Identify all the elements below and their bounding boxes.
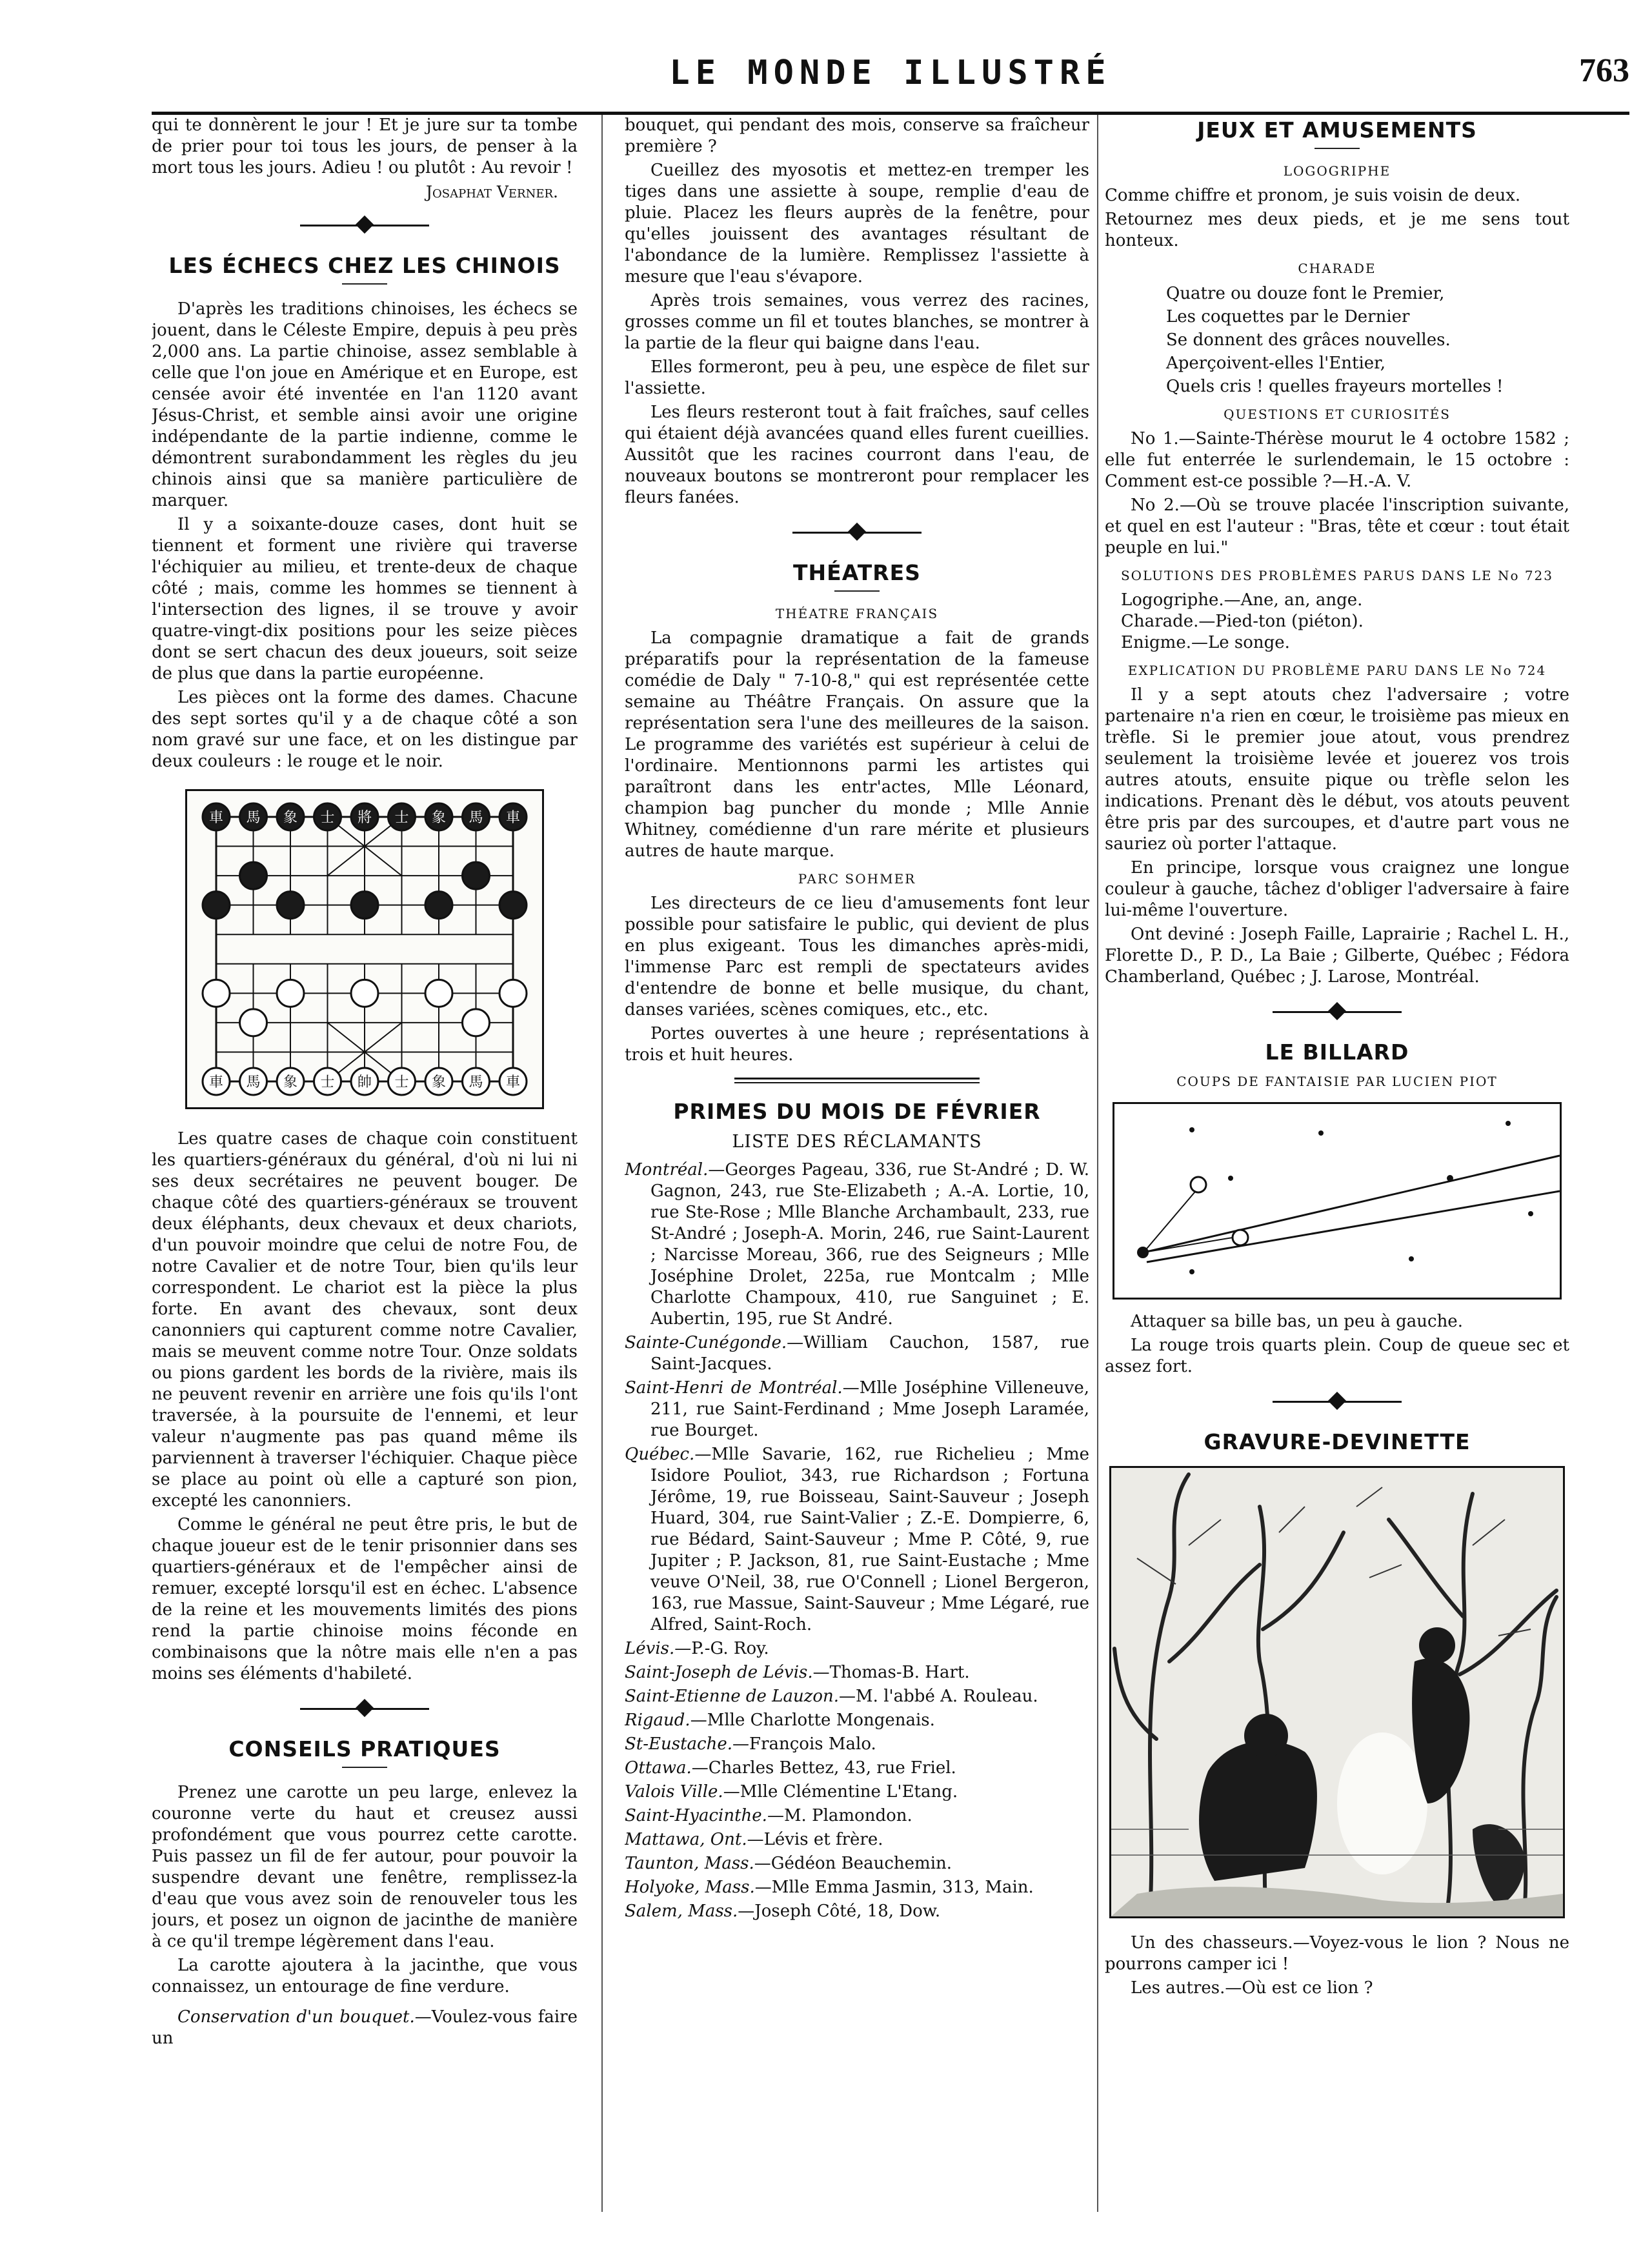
svg-text:士: 士 bbox=[320, 810, 335, 826]
claimant-names: —Thomas-B. Hart. bbox=[812, 1663, 970, 1682]
claimant-entry bbox=[625, 1662, 1089, 1683]
page-number: 763 bbox=[1579, 52, 1629, 89]
caption: Un des chasseurs.—Voyez-vous le lion ? Nous ne pourrons camper ici ! bbox=[1105, 1933, 1569, 1974]
section-ornament bbox=[1105, 1001, 1569, 1025]
claimant-entry bbox=[625, 1853, 1089, 1874]
article-title: LE BILLARD bbox=[1265, 1039, 1409, 1065]
paragraph: No 1.—Sainte-Thérèse mourut le 4 octobre 1582 ; elle fut enterrée le surlendemain, le 15 octobre : Comment est-ce possible ?—H.-A. V. bbox=[1105, 429, 1569, 491]
verse-line: Se donnent des grâces nouvelles. bbox=[1166, 330, 1451, 350]
paragraph: Les directeurs de ce lieu d'amusements font leur possible pour satisfaire le public, qui devient de plus en plus exigeant. Tous les dimanches après-midi, l'immense Parc est rempli de spectateurs avides d'entendre de bonne et belle musique, du chant, danses variées, scènes comiques, etc., etc. bbox=[625, 894, 1089, 1019]
claimant-place: Ottawa. bbox=[625, 1758, 692, 1778]
claimants-list bbox=[625, 1160, 1089, 1922]
title-rule bbox=[1315, 148, 1360, 149]
page-header bbox=[152, 35, 1629, 94]
claimant-place: Holyoke, Mass. bbox=[625, 1878, 755, 1897]
section-subtitle: LISTE DES RÉCLAMANTS bbox=[732, 1132, 982, 1152]
section-ornament bbox=[625, 521, 1089, 546]
section-subtitle: CHARADE bbox=[1298, 261, 1376, 276]
solution-line: Enigme.—Le songe. bbox=[1121, 633, 1290, 652]
verse-line: Comme chiffre et pronom, je suis voisin de deux. bbox=[1105, 186, 1521, 205]
paragraph: Il y a soixante-douze cases, dont huit se tiennent et forment une rivière qui traverse l'échiquier au milieu, et trente-deux de chaque côté ; mais, comme les hommes se tiennent à l'intersection des lignes, il se trouve y avoir quatre-vingt-dix positions pour les seize pièces dont se sert chacun des deux joueurs, soit seize de plus que dans la partie européenne. bbox=[152, 515, 578, 683]
claimant-place: Montréal. bbox=[625, 1160, 709, 1180]
claimant-place: Saint-Henri de Montréal. bbox=[625, 1378, 843, 1398]
claimant-entry bbox=[625, 1444, 1089, 1636]
chess-piece bbox=[351, 803, 378, 830]
paragraph: Les quatre cases de chaque coin constituent les quartiers-généraux du général, d'où ni lui ni ses deux secrétaires ne peuvent bouger. De chaque côté des quartiers-généraux se trouvent deux éléphants, deux chevaux et deux chariots, d'un pouvoir moindre que celui de notre Fou, de notre Cavalier et de notre Tour, bien qu'ils leur correspondent. Le chariot est la pièce la plus forte. En avant des chevaux, sont deux canonniers qui capturent comme notre Cavalier, mais se meuvent comme notre Tour. Onze soldats ou pions gardent les bords de la rivière, mais ils ne peuvent revenir en arrière une fois qu'ils l'ont traversée, à la poursuite de l'ennemi, et leur valeur n'augmente pas pas quand même ils parviennent à traverser l'échiquier. Chaque pièce se place au point où elle a capturé son pion, excepté les canonniers. bbox=[152, 1129, 578, 1511]
claimant-place: Taunton, Mass. bbox=[625, 1854, 754, 1873]
svg-text:車: 車 bbox=[208, 1074, 224, 1090]
paragraph: bouquet, qui pendant des mois, conserve sa fraîcheur première ? bbox=[625, 115, 1089, 156]
claimant-names: —Mlle Charlotte Mongenais. bbox=[690, 1711, 935, 1730]
signature: Josaphat Verner. bbox=[425, 183, 558, 201]
paragraph bbox=[152, 2007, 578, 2049]
paragraph: Elles formeront, peu à peu, une espèce de filet sur l'assiette. bbox=[625, 357, 1089, 398]
section-subtitle: COUPS DE FANTAISIE PAR LUCIEN PIOT bbox=[1176, 1074, 1498, 1089]
chess-piece bbox=[499, 803, 527, 830]
chess-piece bbox=[351, 979, 378, 1007]
svg-text:象: 象 bbox=[283, 810, 298, 826]
column-divider bbox=[601, 115, 603, 2212]
claimant-place: Rigaud. bbox=[625, 1711, 690, 1730]
section-subtitle: PARC SOHMER bbox=[798, 871, 916, 887]
article-title: PRIMES DU MOIS DE FÉVRIER bbox=[673, 1099, 1041, 1124]
verse-line: Quatre ou douze font le Premier, bbox=[1166, 284, 1445, 303]
claimant-names: —Mlle Clémentine L'Etang. bbox=[723, 1782, 958, 1802]
verse-line: Quels cris ! quelles frayeurs mortelles ! bbox=[1166, 377, 1504, 396]
claimant-names: —Mlle Joséphine Villeneuve, 211, rue Saint-Ferdinand ; Mme Joseph Laramée, rue Bourget. bbox=[650, 1378, 1089, 1440]
claimant-names: —P.-G. Roy. bbox=[674, 1639, 769, 1658]
chess-piece bbox=[425, 1068, 452, 1095]
chess-piece bbox=[203, 803, 230, 830]
chess-piece bbox=[240, 1009, 267, 1036]
claimant-entry bbox=[625, 1758, 1089, 1779]
claimant-entry bbox=[625, 1805, 1089, 1827]
section-subtitle: LOGOGRIPHE bbox=[1283, 163, 1391, 179]
claimant-entry bbox=[625, 1378, 1089, 1441]
chess-piece bbox=[277, 979, 304, 1007]
claimant-place: Valois Ville. bbox=[625, 1782, 723, 1802]
paragraph: Ont deviné : Joseph Faille, Laprairie ; Rachel L. H., Florette D., P. D., La Baie ; Gilberte, Québec ; Fédora Chamberland, Québec ; J. Larose, Montréal. bbox=[1105, 925, 1569, 987]
section-subtitle: EXPLICATION DU PROBLÈME PARU DANS LE No 724 bbox=[1127, 663, 1547, 678]
paragraph-text: —Voulez-vous faire un bbox=[152, 2007, 578, 2048]
chess-piece bbox=[499, 892, 527, 919]
paragraph: Les pièces ont la forme des dames. Chacune des sept sortes qu'il y a de chaque côté a son nom gravé sur une face, et on les distingue par deux couleurs : le rouge et le noir. bbox=[152, 688, 578, 771]
chess-piece bbox=[463, 803, 490, 830]
claimant-names: —Georges Pageau, 336, rue St-André ; D. W. Gagnon, 243, rue Ste-Elizabeth ; A.-A. Lortie, 10, rue Ste-Rose ; Mlle Blanche Archambault, 233, rue St-André ; Joseph-A. Morin, 246, rue Saint-Laurent ; Narcisse Moreau, 366, rue des Seigneurs ; Mlle Joséphine Drolet, 225a, rue Montcalm ; Mlle Charlotte Champoux, 410, rue Sanguinet ; E. Aubertin, 195, rue St André. bbox=[650, 1160, 1089, 1329]
verse-line: Aperçoivent-elles l'Entier, bbox=[1166, 354, 1386, 373]
paragraph: No 2.—Où se trouve placée l'inscription suivante, et quel en est l'auteur : "Bras, tête et cœur : tout était peuple en lui." bbox=[1105, 496, 1569, 557]
title-rule bbox=[342, 283, 387, 285]
claimant-place: Mattawa, Ont. bbox=[625, 1830, 747, 1849]
claimant-entry bbox=[625, 1829, 1089, 1851]
paragraph: Les fleurs resteront tout à fait fraîches, sauf celles qui étaient déjà avancées quand elles furent cueillies. Aussitôt que les racines courront dans l'eau, de nouveaux boutons se montreront pour remplacer les fleurs fanées. bbox=[625, 403, 1089, 507]
claimant-names: —M. Plamondon. bbox=[767, 1806, 912, 1825]
section-ornament bbox=[1105, 1391, 1569, 1415]
claimant-place: Salem, Mass. bbox=[625, 1902, 738, 1921]
paragraph: En principe, lorsque vous craignez une longue couleur à gauche, tâchez d'obliger l'adversaire à faire lui-même l'ouverture. bbox=[1105, 858, 1569, 920]
chess-piece bbox=[425, 979, 452, 1007]
engraving-puzzle-illustration bbox=[1109, 1466, 1565, 1918]
section-subtitle: SOLUTIONS DES PROBLÈMES PARUS DANS LE No 723 bbox=[1120, 568, 1554, 583]
paragraph-lead: Conservation d'un bouquet. bbox=[177, 2007, 415, 2027]
caption: Les autres.—Où est ce lion ? bbox=[1131, 1978, 1373, 1998]
masthead-title: LE MONDE ILLUSTRÉ bbox=[669, 54, 1112, 92]
claimant-place: St-Eustache. bbox=[625, 1734, 733, 1754]
claimant-names: —Mlle Emma Jasmin, 313, Main. bbox=[754, 1878, 1034, 1897]
svg-text:帥: 帥 bbox=[357, 1074, 372, 1090]
chess-piece bbox=[499, 979, 527, 1007]
caption: Attaquer sa bille bas, un peu à gauche. bbox=[1131, 1312, 1463, 1331]
chess-piece bbox=[203, 1068, 230, 1095]
claimant-entry bbox=[625, 1901, 1089, 1922]
title-rule bbox=[834, 590, 880, 592]
claimant-entry bbox=[625, 1332, 1089, 1375]
claimant-entry bbox=[625, 1782, 1089, 1803]
solution-line: Charade.—Pied-ton (piéton). bbox=[1121, 612, 1364, 631]
chess-piece bbox=[499, 1068, 527, 1095]
paragraph: Prenez une carotte un peu large, enlevez la couronne verte du haut et creusez aussi profondément que vous pourrez cette carotte. Puis passez un fil de fer autour, pour pouvoir la suspendre devant une fenêtre, remplissez-la d'eau que vous avez soin de renouveler tous les jours, et posez un oignon de jacinthe de manière à ce qu'il trempe légèrement dans l'eau. bbox=[152, 1783, 578, 1951]
chess-piece bbox=[277, 803, 304, 830]
claimant-entry bbox=[625, 1638, 1089, 1660]
chess-piece bbox=[240, 1068, 267, 1095]
svg-text:士: 士 bbox=[320, 1074, 335, 1090]
chess-piece bbox=[203, 979, 230, 1007]
solution-line: Logogriphe.—Ane, an, ange. bbox=[1121, 590, 1363, 610]
claimant-entry bbox=[625, 1686, 1089, 1707]
article-title: CONSEILS PRATIQUES bbox=[228, 1736, 501, 1762]
chess-piece bbox=[388, 1068, 416, 1095]
svg-text:馬: 馬 bbox=[246, 1074, 261, 1090]
paragraph: La carotte ajoutera à la jacinthe, que vous connaissez, un entourage de fine verdure. bbox=[152, 1956, 578, 1996]
claimant-place: Lévis. bbox=[625, 1639, 675, 1658]
claimant-names: —Joseph Côté, 18, Dow. bbox=[738, 1902, 941, 1921]
column-1 bbox=[152, 115, 578, 2212]
billiard-diagram bbox=[1113, 1102, 1562, 1300]
story-ending: qui te donnèrent le jour ! Et je jure sur ta tombe de prier pour toi tous les jours, de penser à la mort tous les jours. Adieu ! ou plutôt : Au revoir ! bbox=[152, 115, 578, 177]
paragraph: Portes ouvertes à une heure ; représentations à trois et huit heures. bbox=[625, 1024, 1089, 1065]
svg-text:車: 車 bbox=[505, 1074, 521, 1090]
svg-text:馬: 馬 bbox=[468, 810, 483, 826]
section-subtitle: QUESTIONS ET CURIOSITÉS bbox=[1224, 407, 1451, 422]
section-ornament bbox=[152, 214, 578, 239]
claimant-entry bbox=[625, 1160, 1089, 1330]
svg-text:士: 士 bbox=[394, 1074, 409, 1090]
column-3 bbox=[1105, 115, 1569, 2212]
svg-text:士: 士 bbox=[394, 810, 409, 826]
paragraph: Après trois semaines, vous verrez des racines, grosses comme un fil et toutes blanches, se montrer à la partie de la fleur qui baigne dans l'eau. bbox=[625, 291, 1089, 353]
svg-text:象: 象 bbox=[431, 810, 447, 826]
chess-piece bbox=[351, 1068, 378, 1095]
svg-text:車: 車 bbox=[505, 810, 521, 826]
section-subtitle: THÉATRE FRANÇAIS bbox=[775, 606, 939, 621]
claimant-names: —François Malo. bbox=[732, 1734, 876, 1754]
svg-text:象: 象 bbox=[283, 1074, 298, 1090]
verse-line: Retournez mes deux pieds, et je me sens tout honteux. bbox=[1105, 210, 1569, 250]
svg-text:將: 將 bbox=[357, 810, 372, 826]
claimant-names: —Lévis et frère. bbox=[747, 1830, 883, 1849]
chess-piece bbox=[425, 803, 452, 830]
claimant-entry bbox=[625, 1734, 1089, 1755]
paragraph: Il y a sept atouts chez l'adversaire ; votre partenaire n'a rien en cœur, le troisième pas mieux en trèfle. Si le premier joue atout, vous prendrez seulement la troisième levée et jouerez vos trois autres atouts, ensuite pique ou trèfle selon les indications. Prenant dès le début, vos atouts peuvent être pris par des surcoupes, et d'autre part vous ne sauriez où porter l'attaque. bbox=[1105, 685, 1569, 854]
chess-piece bbox=[277, 1068, 304, 1095]
chess-piece bbox=[425, 892, 452, 919]
chess-piece bbox=[388, 803, 416, 830]
claimant-entry bbox=[625, 1877, 1089, 1898]
article-title: LES ÉCHECS CHEZ LES CHINOIS bbox=[168, 253, 561, 278]
title-rule bbox=[342, 1767, 387, 1768]
paragraph: Comme le général ne peut être pris, le but de chaque joueur est de le tenir prisonnier dans ses quartiers-généraux et de l'empêcher ainsi de remuer, excepté lorsqu'il est en échec. L'absence de la reine et les mouvements limités des pions rend la partie chinoise moins féconde en combinaisons que la nôtre mais elle n'en a pas moins ses éléments d'habileté. bbox=[152, 1515, 578, 1683]
chess-piece bbox=[463, 1068, 490, 1095]
paragraph: D'après les traditions chinoises, les échecs se jouent, dans le Céleste Empire, depuis à peu près 2,000 ans. La partie chinoise, assez semblable à celle que l'on joue en Amérique et en Europe, est censée avoir été inventée en l'an 1120 avant Jésus-Christ, et semble ainsi avoir une origine indépendante de la partie indienne, comme le démontrent surabondamment les règles du jeu chinois ainsi que sa manière particulière de marquer. bbox=[152, 299, 578, 510]
claimant-names: —William Cauchon, 1587, rue Saint-Jacques. bbox=[650, 1333, 1089, 1374]
claimant-place: Saint-Joseph de Lévis. bbox=[625, 1663, 813, 1682]
chess-piece bbox=[314, 803, 341, 830]
article-title: GRAVURE-DEVINETTE bbox=[1204, 1429, 1471, 1454]
section-double-rule bbox=[734, 1078, 980, 1083]
claimant-names: —Mlle Savarie, 162, rue Richelieu ; Mme Isidore Pouliot, 343, rue Richardson ; Fortuna Jérôme, 19, rue Boisseau, Saint-Sauveur ; Joseph Huard, 304, rue Saint-Valier ; Z.-E. Dompierre, 6, rue Bédard, Saint-Sauveur ; Mme P. Côté, 9, rue Jupiter ; P. Jackson, 81, rue Saint-Eustache ; Mme veuve O'Neil, 38, rue O'Connell ; Lionel Bergeron, 163, rue Massue, Saint-Sauveur ; Mme Légaré, rue Alfred, Saint-Roch. bbox=[650, 1445, 1089, 1634]
chess-piece bbox=[240, 803, 267, 830]
svg-text:馬: 馬 bbox=[246, 810, 261, 826]
chess-piece bbox=[314, 1068, 341, 1095]
svg-text:馬: 馬 bbox=[468, 1074, 483, 1090]
verse-line: Les coquettes par le Dernier bbox=[1166, 307, 1410, 326]
paragraph: La compagnie dramatique a fait de grands préparatifs pour la représentation de la fameuse comédie de Daly " 7-10-8," qui est représentée cette semaine au Théâtre Français. On assure que la représentation sera l'une des meilleures de la saison. Le programme des variétés est supérieur à celui de l'ordinaire. Mentionnons parmi les artistes qui paraîtront dans les entr'actes, Mlle Léonard, champion bag puncher du monde ; Mlle Annie Whitney, comédienne d'un rare mérite et plusieurs autres de haute marque. bbox=[625, 628, 1089, 861]
column-divider bbox=[1097, 115, 1098, 2212]
chess-piece bbox=[463, 1009, 490, 1036]
chess-piece bbox=[277, 892, 304, 919]
chess-piece bbox=[463, 862, 490, 889]
paragraph: Cueillez des myosotis et mettez-en tremper les tiges dans une assiette à soupe, remplie d'eau de pluie. Placez les fleurs auprès de la fenêtre, pour qu'elles jouissent des avantages résultant de l'abondance de la lumière. Remplissez l'assiette à mesure que l'eau s'évapore. bbox=[625, 161, 1089, 286]
article-title: THÉATRES bbox=[793, 560, 921, 585]
claimant-place: Québec. bbox=[625, 1445, 695, 1464]
chess-piece bbox=[203, 892, 230, 919]
claimant-names: —M. l'abbé A. Rouleau. bbox=[839, 1687, 1038, 1706]
section-ornament bbox=[152, 1698, 578, 1722]
claimant-names: —Gédéon Beauchemin. bbox=[754, 1854, 952, 1873]
claimant-place: Saint-Hyacinthe. bbox=[625, 1806, 767, 1825]
claimant-place: Saint-Etienne de Lauzon. bbox=[625, 1687, 840, 1706]
article-title: JEUX ET AMUSEMENTS bbox=[1197, 117, 1477, 143]
chess-piece bbox=[240, 862, 267, 889]
svg-text:象: 象 bbox=[431, 1074, 447, 1090]
claimant-place: Sainte-Cunégonde. bbox=[625, 1333, 787, 1352]
column-2 bbox=[625, 115, 1089, 2212]
svg-text:車: 車 bbox=[208, 810, 224, 826]
chinese-chess-board-illustration bbox=[185, 789, 544, 1109]
caption: La rouge trois quarts plein. Coup de queue sec et assez fort. bbox=[1105, 1336, 1569, 1376]
chess-piece bbox=[351, 892, 378, 919]
claimant-names: —Charles Bettez, 43, rue Friel. bbox=[691, 1758, 956, 1778]
claimant-entry bbox=[625, 1710, 1089, 1731]
